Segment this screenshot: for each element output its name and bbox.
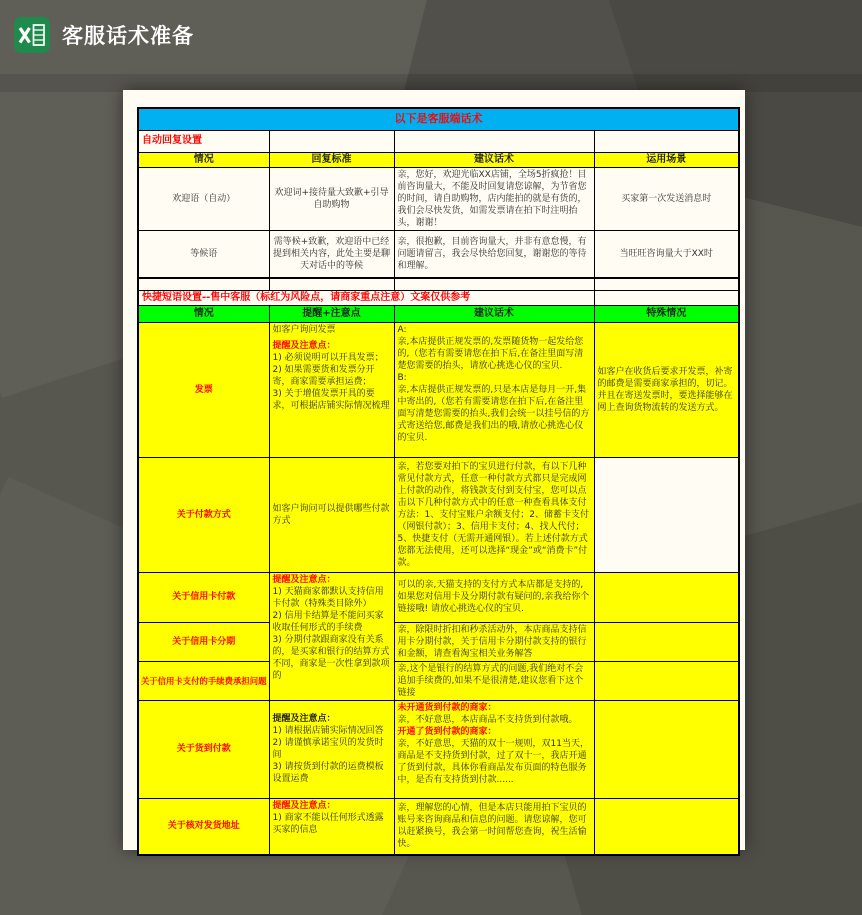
column-header-scene: 运用场景: [594, 152, 739, 167]
cell-situation: 关于货到付款: [138, 700, 269, 798]
table-row-credit-fee: [138, 661, 739, 700]
cell-script: [394, 700, 594, 798]
column-header-script: 建议话术: [394, 305, 594, 322]
column-header-situation: 情况: [138, 152, 269, 167]
cell-special: 如客户在收货后要求开发票，补寄的邮费是需要商家承担的，切记。并且在寄送发票时，要选择能够在网上查询货物流转的发送方式。: [594, 322, 739, 457]
note-item: 3) 请按货到付款的运费模板设置运费: [272, 762, 384, 784]
cell-special-empty: [594, 457, 739, 572]
cell-script: 可以的亲,天猫支持的支付方式本店都是支持的,如果您对信用卡及分期付款有疑问的,亲我给你个链接哦! 请放心挑选心仪的宝贝.: [394, 572, 594, 622]
table-row-credit-installment: [138, 622, 739, 661]
page-title: 客服话术准备: [62, 24, 194, 48]
empty-cell: [594, 290, 739, 305]
empty-cell: [269, 130, 394, 152]
table-row-waiting: [138, 230, 739, 278]
empty-cell: [269, 278, 394, 290]
page-header: [0, 0, 862, 70]
empty-cell: [138, 278, 269, 290]
table-row-credit-pay: [138, 572, 739, 622]
cell-notes-merged: [269, 572, 394, 700]
quick-header-row: [138, 305, 739, 322]
note-item: 2) 信用卡结算是不能问买家收取任何形式的手续费: [272, 610, 384, 633]
cell-situation: 关于信用卡支付的手续费承担问题: [138, 661, 269, 700]
note-item: 3) 分期付款跟商家没有关系的，是买家和银行的结算方式不同，商家是一次性拿到款项的: [272, 634, 390, 681]
script-case-text: 亲，不好意思，天猫的双十一规则，双11当天，商品是不支持货到付款，过了双十一，我店开通了货到付款，具体你看商品发布页面的特色服务中，是否有支持货到付款......: [397, 738, 589, 785]
cell-script: 亲，若您要对拍下的宝贝进行付款，有以下几种常见付款方式，任意一种付款方式都只是完成网上付款的动作，将钱款支付到支付宝，您可以点击以下几种付款方式中的任意一种查看具体支付方法：1、支付宝账户余额支付；2、储蓄卡支付（网银付款）；3、信用卡支付；4、找人代付；5、快捷支付（无需开通网银）。若上述付款方式您都无法使用，还可以选择“现金”或“消费卡”付款。: [394, 457, 594, 572]
note-item: 2) 请谨慎承诺宝贝的发货时间: [272, 738, 384, 760]
cell-situation: 关于付款方式: [138, 457, 269, 572]
column-header-special: 特殊情况: [594, 305, 739, 322]
table-banner: 以下是客服端话术: [138, 108, 739, 130]
cell-situation: 关于核对发货地址: [138, 798, 269, 855]
cell-script: 亲，很抱歉，目前咨询量大，并非有意怠慢，有问题请留言，我会尽快给您回复，谢谢您的等待和理解。: [394, 230, 594, 278]
cell-script: [394, 322, 594, 457]
cell-special-empty: [594, 661, 739, 700]
note-label: 提醒及注意点：: [272, 574, 336, 585]
auto-header-row: [138, 152, 739, 167]
cell-situation: 关于信用卡付款: [138, 572, 269, 622]
cell-special-empty: [594, 700, 739, 798]
column-header-script: 建议话术: [394, 152, 594, 167]
cell-situation: 发票: [138, 322, 269, 457]
cell-special-empty: [594, 572, 739, 622]
script-option-text: 亲,本店提供正规发票的,只是本店是每月一开,集中寄出的,（您若有需要请您在拍下后,在备注里面写清楚您需要的抬头,我们会统一以挂号信的方式寄送给您,邮费是我们出的哦,请放心挑选心仪的宝贝.: [397, 384, 590, 443]
cell-special-empty: [594, 798, 739, 855]
cell-notes: [269, 798, 394, 855]
column-header-notes: 提醒+注意点: [269, 305, 394, 322]
column-header-standard: 回复标准: [269, 152, 394, 167]
cell-scene: 买家第一次发送消息时: [594, 167, 739, 230]
cell-notes: [269, 700, 394, 798]
excel-icon: [14, 17, 50, 53]
cell-script: 亲,这个是银行的结算方式的问题,我们绝对不会追加手续费的,如果不是很清楚,建议您看下这个链接: [394, 661, 594, 700]
note-intro: 如客户询问发票: [272, 324, 336, 335]
cell-notes: [269, 322, 394, 457]
note-item: 3) 关于增值发票开具的要求，可根据店铺实际情况梳理: [272, 388, 390, 411]
spreadsheet-page: [123, 90, 745, 850]
empty-cell: [594, 130, 739, 152]
cell-notes: 如客户询问可以提供哪些付款方式: [269, 457, 394, 572]
script-case-label: 开通了货到付款的商家：: [397, 726, 497, 737]
cell-situation: 欢迎语（自动）: [138, 167, 269, 230]
quick-section-label: 快捷短语设置--售中客服（标红为风险点，请商家重点注意）文案仅供参考: [138, 290, 594, 305]
quick-section-label-row: [138, 290, 739, 305]
cell-standard: 欢迎词+接待量大致歉+引导自助购物: [269, 167, 394, 230]
spacer-row: [138, 278, 739, 290]
cell-special-empty: [594, 622, 739, 661]
note-item: 2) 如果需要货和发票分开寄，商家需要承担运费；: [272, 364, 375, 387]
script-table: [137, 107, 740, 856]
script-option-label: A:: [397, 324, 407, 335]
script-case-text: 亲，不好意思，本店商品不支持货到付款哦。: [397, 714, 578, 725]
empty-cell: [394, 278, 594, 290]
table-row-payment: [138, 457, 739, 572]
note-label: 提醒及注意点：: [272, 340, 336, 351]
note-item: 1) 商家不能以任何形式透露买家的信息: [272, 812, 384, 835]
cell-script: 亲，您好，欢迎光临XX店铺，全场5折疯抢！目前咨询量大，不能及时回复请您谅解，为节省您的时间，请自助购物，店内能拍的就是有货的，我们会尽快发货，如需发票请在拍下时注明抬头，谢谢！: [394, 167, 594, 230]
note-item: 1) 天猫商家都默认支持信用卡付款（特殊类目除外）: [272, 586, 384, 609]
script-option-text: 亲,本店提供正规发票的,发票随货物一起发给您的,（您若有需要请您在拍下后,在备注里面写清楚您需要的抬头，请放心挑选心仪的宝贝.: [397, 336, 584, 371]
cell-standard: 需等候+致歉，欢迎语中已经提到相关内容，此处主要是聊天对话中的等候: [269, 230, 394, 278]
note-item: 1) 必须说明可以开具发票；: [272, 352, 384, 363]
auto-section-label: 自动回复设置: [138, 130, 269, 152]
script-option-label: B:: [397, 372, 407, 383]
cell-script: 亲，除限时折扣和秒杀活动外，本店商品支持信用卡分期付款，关于信用卡分期付款支持的银行和金额，请查看淘宝相关业务解答: [394, 622, 594, 661]
cell-scene: 当旺旺咨询量大于XX时: [594, 230, 739, 278]
table-row-invoice: [138, 322, 739, 457]
cell-situation: 等候语: [138, 230, 269, 278]
note-item: 1) 请根据店铺实际情况回答: [272, 726, 384, 736]
cell-script: 亲，理解您的心情，但是本店只能用拍下宝贝的账号来咨询商品和信息的问题。请您谅解，您可以赶紧换号，我会第一时间帮您查询，祝生活愉快。: [394, 798, 594, 855]
table-row-cod: [138, 700, 739, 798]
column-header-situation: 情况: [138, 305, 269, 322]
table-row-welcome: [138, 167, 739, 230]
empty-cell: [394, 130, 594, 152]
note-label: 提醒及注意点：: [272, 714, 336, 724]
script-case-label: 未开通货到付款的商家：: [397, 702, 497, 713]
table-row-address: [138, 798, 739, 855]
note-label: 提醒及注意点：: [272, 800, 336, 811]
empty-cell: [594, 278, 739, 290]
banner-row: [138, 108, 739, 130]
cell-situation: 关于信用卡分期: [138, 622, 269, 661]
auto-section-label-row: [138, 130, 739, 152]
